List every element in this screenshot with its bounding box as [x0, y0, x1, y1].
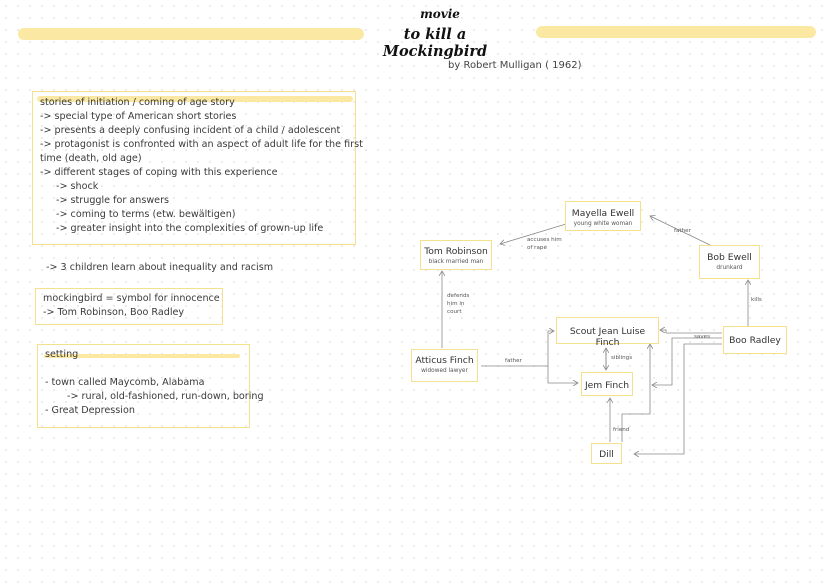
setting-town: - town called Maycomb, Alabama — [45, 377, 205, 388]
page-title: to kill a Mockingbird — [382, 26, 488, 60]
initiation-heading: stories of initiation / coming of age story — [40, 97, 235, 108]
node-tom-robinson — [420, 240, 492, 270]
edge-label-accuses: accuses him of rape — [527, 237, 562, 251]
edge-label-father-atticus: father — [505, 358, 522, 364]
edge-boo-scout — [660, 330, 722, 333]
node-name: Mayella Ewell — [571, 208, 635, 219]
setting-era: - Great Depression — [45, 405, 135, 416]
setting-description: -> rural, old-fashioned, run-down, boring — [67, 391, 264, 402]
node-mayella-ewell — [565, 201, 641, 231]
node-scout-finch — [556, 317, 659, 348]
initiation-line: -> special type of American short stories — [40, 111, 237, 122]
node-name: Jem Finch — [584, 380, 630, 391]
initiation-line: time (death, old age) — [40, 153, 142, 164]
stage-item: -> struggle for answers — [56, 195, 170, 206]
node-boo-radley — [723, 326, 787, 354]
initiation-line: -> different stages of coping with this experience — [40, 167, 278, 178]
byline: by Robert Mulligan ( 1962) — [448, 60, 582, 71]
node-dill — [591, 443, 622, 464]
node-name: Bob Ewell — [707, 252, 752, 263]
node-name: Boo Radley — [729, 335, 781, 346]
node-bob-ewell — [699, 245, 760, 279]
node-description: widowed lawyer — [421, 368, 468, 374]
edge-label-saves: saves — [694, 334, 711, 340]
edge-boo-jem — [652, 338, 722, 385]
node-jem-finch — [581, 372, 633, 396]
stage-item: -> shock — [56, 181, 99, 192]
initiation-line: -> presents a deeply confusing incident of a child / adolescent — [40, 125, 341, 136]
edge-label-friend: friend — [613, 427, 630, 433]
edge-label-kills: kills — [751, 297, 762, 303]
title-small: movie — [420, 7, 460, 21]
edge-label-defends: defends him in court — [447, 293, 470, 315]
edge-label-siblings: siblings — [611, 355, 633, 361]
node-name: Dill — [599, 449, 614, 460]
children-note: -> 3 children learn about inequality and racism — [46, 262, 274, 273]
node-atticus-finch — [411, 349, 478, 382]
edge-label-father-bob: father — [674, 228, 691, 234]
node-name: Tom Robinson — [424, 246, 488, 257]
initiation-line: -> protagonist is confronted with an aspect of adult life for the first — [40, 139, 363, 150]
node-description: drunkard — [716, 265, 743, 271]
mockingbird-examples: -> Tom Robinson, Boo Radley — [43, 307, 185, 318]
edge-boo-dill — [634, 344, 722, 454]
node-description: young white woman — [573, 221, 633, 227]
node-name: Scout Jean Luise Finch — [569, 326, 646, 348]
stage-item: -> coming to terms (etw. bewältigen) — [56, 209, 236, 220]
stage-item: -> greater insight into the complexities of grown-up life — [56, 223, 324, 234]
edge-atticus-jem — [548, 366, 578, 383]
mockingbird-symbol: mockingbird = symbol for innocence — [43, 293, 220, 304]
setting-heading: setting — [45, 349, 79, 360]
node-description: black married man — [428, 259, 484, 265]
node-name: Atticus Finch — [415, 355, 474, 366]
